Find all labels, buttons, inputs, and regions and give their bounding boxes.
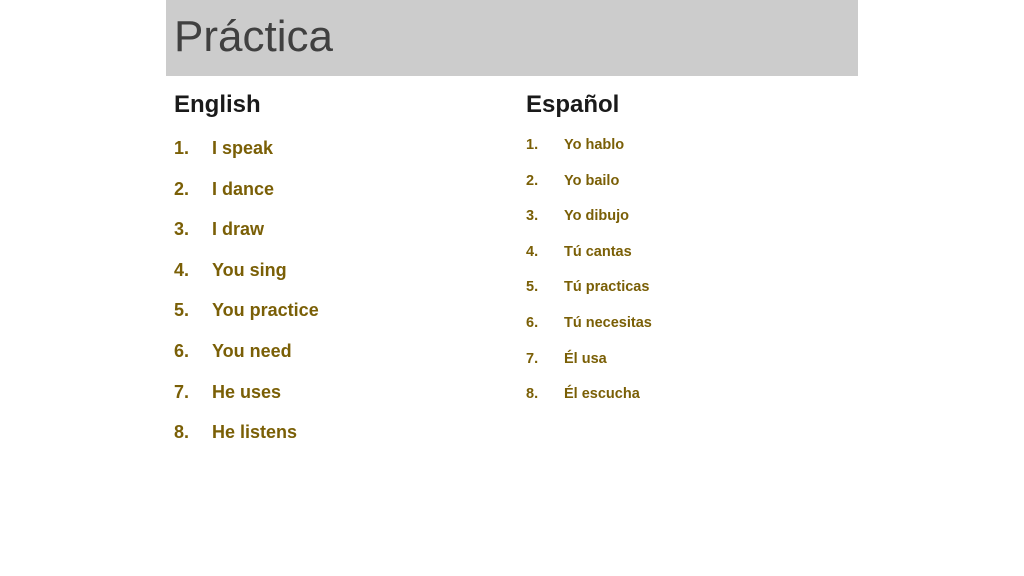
list-item bbox=[526, 204, 652, 240]
item-text: Tú cantas bbox=[564, 243, 632, 260]
item-text: I speak bbox=[212, 138, 274, 158]
list-item bbox=[174, 256, 319, 297]
item-text: You practice bbox=[212, 300, 319, 321]
item-text: Tú practicas bbox=[564, 279, 650, 296]
item-number: 3. bbox=[526, 208, 539, 225]
list-item bbox=[174, 296, 319, 337]
item-number: 1. bbox=[526, 137, 539, 153]
item-text: Él escucha bbox=[564, 386, 640, 403]
item-number: 4. bbox=[526, 243, 539, 260]
item-number: 2. bbox=[526, 172, 539, 189]
item-number: 2. bbox=[174, 178, 190, 199]
list-item bbox=[174, 175, 319, 216]
english-list bbox=[174, 134, 319, 459]
list-item bbox=[526, 311, 652, 347]
item-number: 7. bbox=[174, 381, 190, 402]
item-number: 6. bbox=[174, 340, 190, 361]
item-text: You sing bbox=[212, 259, 287, 280]
english-column-heading: English bbox=[174, 91, 261, 118]
list-item bbox=[526, 169, 652, 205]
item-number: 5. bbox=[526, 279, 539, 296]
item-text: I dance bbox=[212, 178, 275, 199]
item-text: I draw bbox=[212, 219, 265, 240]
slide-title: Práctica bbox=[174, 12, 333, 61]
item-number: 5. bbox=[174, 300, 190, 321]
espanol-column-heading: Español bbox=[526, 91, 620, 118]
item-text: Él usa bbox=[564, 350, 607, 367]
list-item bbox=[526, 382, 652, 418]
item-text: Yo bailo bbox=[564, 172, 620, 189]
item-text: Yo hablo bbox=[564, 137, 625, 153]
item-number: 7. bbox=[526, 350, 539, 367]
list-item bbox=[174, 418, 319, 459]
list-item bbox=[526, 275, 652, 311]
espanol-list bbox=[526, 133, 652, 418]
list-item bbox=[526, 133, 652, 169]
list-item bbox=[526, 347, 652, 383]
list-item bbox=[526, 240, 652, 276]
item-text: Tú necesitas bbox=[564, 314, 652, 331]
item-text: He uses bbox=[212, 381, 282, 402]
item-number: 6. bbox=[526, 314, 539, 331]
list-item bbox=[174, 337, 319, 378]
item-text: You need bbox=[212, 340, 292, 361]
item-number: 4. bbox=[174, 259, 190, 280]
list-item bbox=[174, 134, 319, 175]
item-text: Yo dibujo bbox=[564, 208, 629, 225]
list-item bbox=[174, 215, 319, 256]
item-number: 8. bbox=[526, 386, 539, 403]
item-text: He listens bbox=[212, 422, 298, 443]
list-item bbox=[174, 378, 319, 419]
item-number: 3. bbox=[174, 219, 190, 240]
item-number: 1. bbox=[174, 138, 190, 158]
item-number: 8. bbox=[174, 422, 190, 443]
